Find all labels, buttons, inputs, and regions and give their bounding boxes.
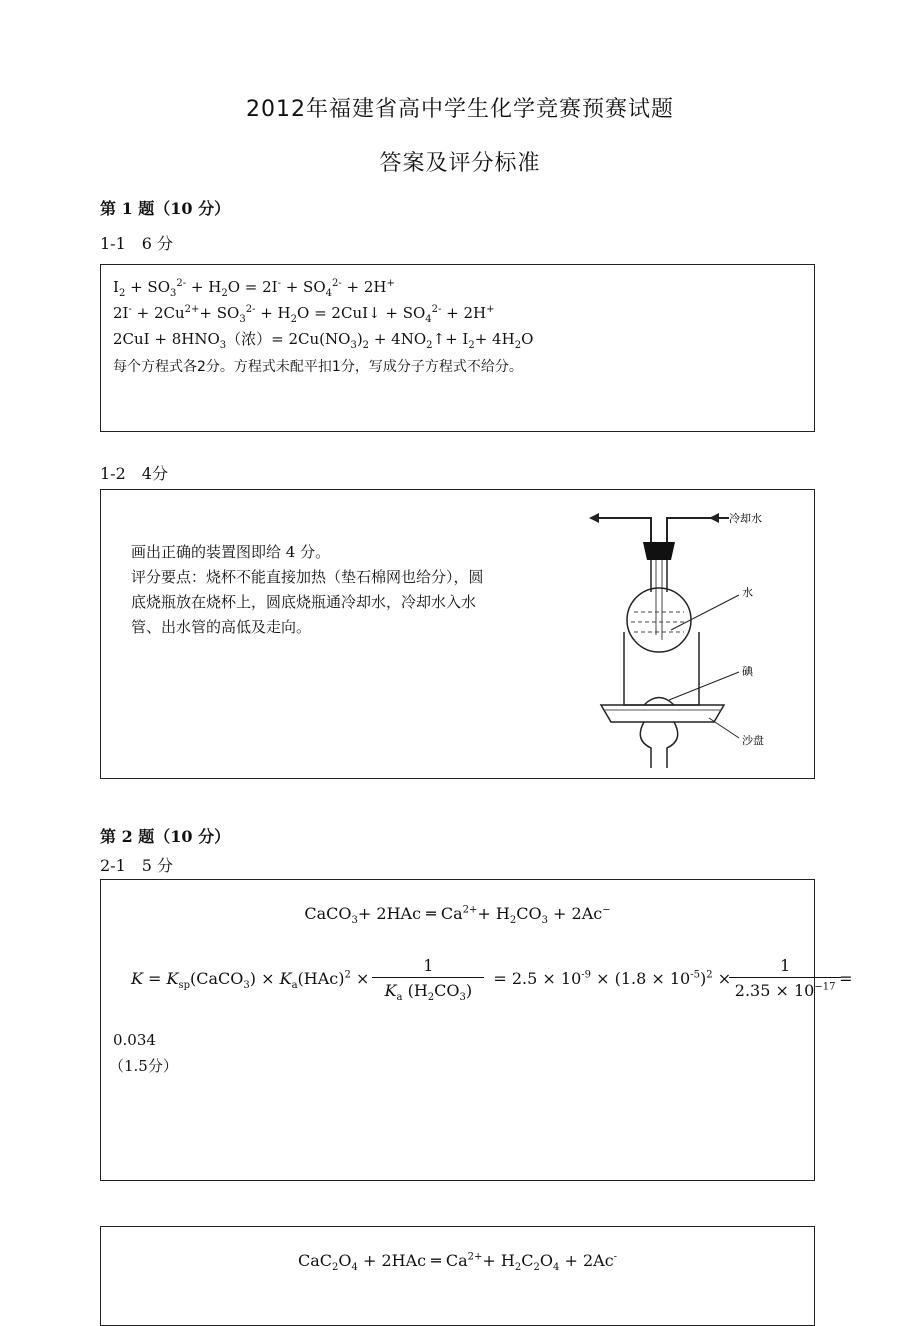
stopper-icon xyxy=(643,542,675,560)
scoring-note-1-1: 每个方程式各2分。方程式未配平扣1分，写成分子方程式不给分。 xyxy=(113,359,523,375)
scoring-text-line: 评分要点：烧杯不能直接加热（垫石棉网也给分），圆 xyxy=(131,568,484,586)
sublimation-apparatus-diagram xyxy=(579,500,809,772)
fraction-symbolic: $\frac{1}{K_a (H_2CO_3)}$ xyxy=(373,956,483,1000)
scoring-text-line: 画出正确的装置图即给 4 分。 xyxy=(131,543,331,561)
part-2-1-label: 2-1 5 分 xyxy=(100,856,174,875)
label-sand-tray: 沙盘 xyxy=(742,734,764,747)
result-value: 0.034 xyxy=(113,1031,156,1049)
scoring-text-line: 管、出水管的高低及走向。 xyxy=(131,618,312,636)
equation-1: $I_2 + SO_3^{2-} + H_2O = 2I^- + SO_4^{2-} + 2H^+$ xyxy=(113,278,395,299)
label-iodine: 碘 xyxy=(742,665,753,678)
question-1-heading: 第 1 题（10 分） xyxy=(100,199,231,218)
equilibrium-constant-expression: $K = K_{sp}(CaCO_3) \times K_a(HAc)^2$ × $\frac{1}{K_a (H_2CO_3)}$ = $2.5 \times 10^{-9} \times (1.8 \times 10^{-5})^2$ × $\frac{1}{2.35 \times 10^{-17}}$ = xyxy=(131,956,853,1004)
burner xyxy=(640,722,677,768)
scoring-text-1-2 xyxy=(131,540,571,640)
round-flask xyxy=(627,588,691,652)
sand-tray xyxy=(601,705,724,722)
reaction-equation-cac2o4: $CaC_2O_4 + 2HAc$ ═ $Ca^{2+}+ H_2C_2O_4 + 2Ac^-$ xyxy=(297,1251,618,1274)
label-cooling-water: 冷却水 xyxy=(729,512,762,525)
answer-box-1-1 xyxy=(100,264,815,432)
score-note: （1.5分） xyxy=(109,1057,178,1075)
page-subtitle: 答案及评分标准 xyxy=(379,151,541,176)
page-title: 2012年福建省高中学生化学竞赛预赛试题 xyxy=(246,97,674,122)
fraction-numeric: $\frac{1}{2.35 \times 10^{-17}}$ xyxy=(735,956,835,1000)
question-2-heading: 第 2 题（10 分） xyxy=(100,827,231,846)
reaction-equation-caco3: CaCO$_3$+ 2HAc ═ $Ca^{2+}+ H_2CO_3 + 2Ac^-$ xyxy=(304,904,611,927)
label-water: 水 xyxy=(742,586,753,599)
answer-box-2-2 xyxy=(100,1226,815,1326)
equation-3: $2CuI + 8HNO_3$（浓）= $2Cu(NO_3)_2$ + $4NO_2↑+ I_2+ 4H_2O$ xyxy=(113,330,534,351)
answer-box-1-2 xyxy=(100,489,815,779)
beaker xyxy=(624,632,699,705)
answer-box-2-1 xyxy=(100,879,853,1181)
equation-2: $2I^- + 2Cu^{2+}+ SO_3^{2-} + H_2O$ = 2CuI↓ + $SO_4^{2-} + 2H^+$ xyxy=(113,304,495,325)
part-1-1-label: 1-1 6 分 xyxy=(100,234,174,253)
scoring-text-line: 底烧瓶放在烧杯上，圆底烧瓶通冷却水，冷却水入水 xyxy=(131,593,477,611)
part-1-2-label: 1-2 4分 xyxy=(100,464,168,483)
